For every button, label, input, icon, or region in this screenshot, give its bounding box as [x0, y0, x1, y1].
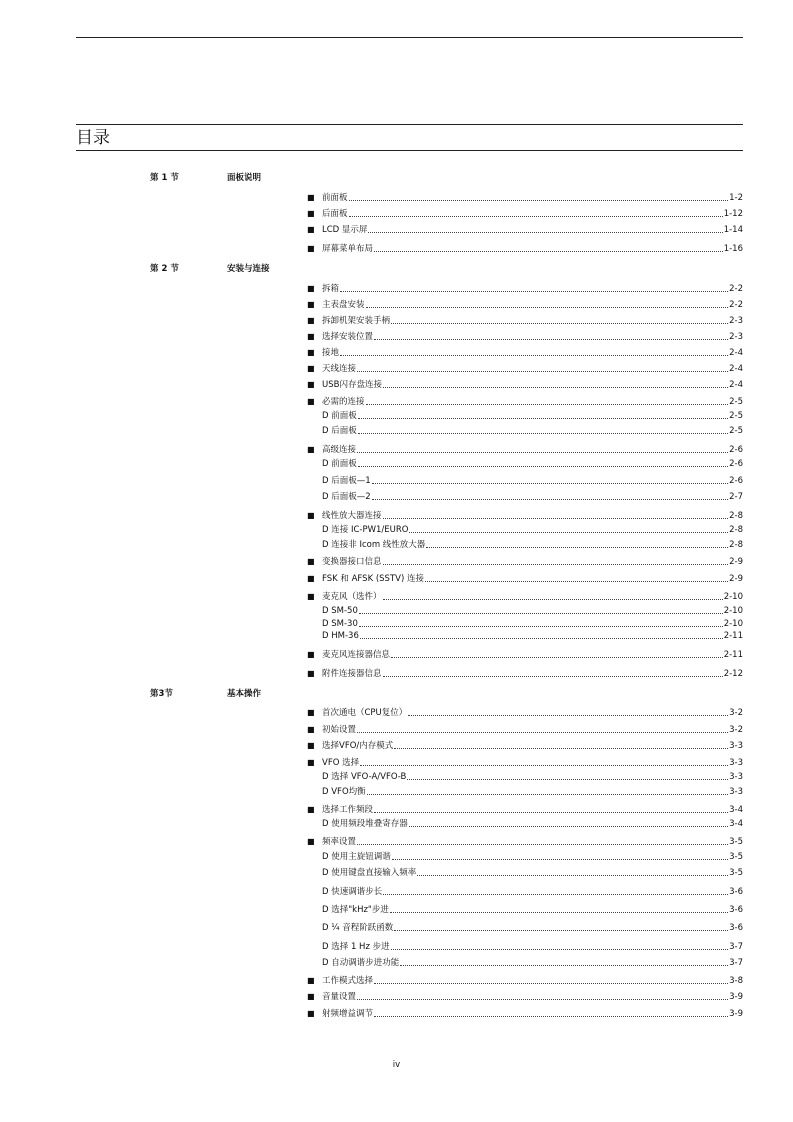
- toc-entry-label: D SM-50: [322, 606, 358, 616]
- bullet-icon: ■: [307, 511, 315, 520]
- toc-entry-label: 接地: [322, 348, 340, 358]
- toc-page-number: 3-6: [729, 923, 743, 933]
- toc-entry[interactable]: [307, 757, 743, 769]
- dot-leader: [407, 779, 728, 780]
- dot-leader: [383, 894, 728, 895]
- toc-page-number: 3-3: [729, 758, 743, 768]
- toc-entry-label: D 使用频段堆叠寄存器: [322, 819, 408, 829]
- toc-entry[interactable]: [307, 396, 743, 408]
- bullet-icon: ■: [307, 300, 315, 309]
- bullet-icon: ■: [307, 669, 315, 678]
- toc-entry-label: 天线连接: [322, 364, 357, 374]
- section-number: 第 2 节: [150, 264, 179, 274]
- dot-leader: [360, 638, 723, 639]
- toc-entry-label: D 使用键盘直接输入频率: [322, 868, 417, 878]
- toc-subentry[interactable]: [307, 539, 743, 551]
- dot-leader: [372, 499, 728, 500]
- dot-leader: [391, 657, 723, 658]
- dot-leader: [374, 1016, 728, 1017]
- toc-subentry[interactable]: [307, 630, 743, 642]
- toc-entry-label: D 选择 VFO-A/VFO-B: [322, 772, 407, 782]
- bullet-icon: ■: [307, 1009, 315, 1018]
- dot-leader: [358, 466, 728, 467]
- toc-page-number: 2-3: [729, 316, 743, 326]
- toc-entry[interactable]: [307, 243, 743, 255]
- bullet-icon: ■: [307, 380, 315, 389]
- toc-entry-label: 变换器接口信息: [322, 557, 382, 567]
- toc-page-number: 3-2: [729, 708, 743, 718]
- toc-page-number: 3-4: [729, 805, 743, 815]
- dot-leader: [368, 232, 722, 233]
- toc-page-number: 3-3: [729, 787, 743, 797]
- toc-entry[interactable]: [307, 299, 743, 311]
- dot-leader: [425, 581, 728, 582]
- toc-entry-label: 附件连接器信息: [322, 669, 382, 679]
- dot-leader: [360, 765, 728, 766]
- toc-subentry[interactable]: [307, 786, 743, 798]
- toc-entry-label: 选择VFO/内存模式: [322, 741, 394, 751]
- toc-entry[interactable]: [307, 804, 743, 816]
- bullet-icon: ■: [307, 725, 315, 734]
- toc-page-number: 3-6: [729, 905, 743, 915]
- section-number: 第3节: [150, 689, 173, 699]
- toc-entry-label: D 连接非 Icom 线性放大器: [322, 540, 426, 550]
- toc-page-number: 2-8: [729, 525, 743, 535]
- toc-entry[interactable]: [307, 668, 743, 680]
- bullet-icon: ■: [307, 209, 315, 218]
- toc-entry[interactable]: [307, 444, 743, 456]
- toc-page-number: 2-10: [723, 619, 743, 629]
- dot-leader: [383, 564, 729, 565]
- bullet-icon: ■: [307, 592, 315, 601]
- toc-page-number: 3-5: [729, 837, 743, 847]
- toc-entry-label: D ¼ 音程阶跃函数: [322, 923, 394, 933]
- toc-entry-label: LCD 显示屏: [322, 225, 368, 235]
- dot-leader: [340, 291, 728, 292]
- dot-leader: [391, 949, 728, 950]
- toc-page-number: 2-8: [729, 511, 743, 521]
- toc-entry[interactable]: [307, 591, 743, 603]
- dot-leader: [357, 844, 728, 845]
- dot-leader: [394, 930, 728, 931]
- dot-leader: [359, 613, 723, 614]
- dot-leader: [349, 216, 723, 217]
- toc-entry-label: 麦克风（选件）: [322, 592, 382, 602]
- toc-page-number: 1-14: [723, 225, 743, 235]
- toc-entry-label: D 后面板: [322, 426, 357, 436]
- dot-leader: [357, 999, 728, 1000]
- toc-page-number: 3-9: [729, 1009, 743, 1019]
- toc-page-number: 2-5: [729, 426, 743, 436]
- toc-page-number: 1-16: [723, 244, 743, 254]
- toc-page-number: 2-5: [729, 397, 743, 407]
- bullet-icon: ■: [307, 758, 315, 767]
- toc-entry-label: D VFO均衡: [322, 787, 366, 797]
- toc-entry-label: 麦克风连接器信息: [322, 650, 391, 660]
- toc-page-number: 3-6: [729, 887, 743, 897]
- toc-page-number: 2-3: [729, 332, 743, 342]
- dot-leader: [409, 826, 728, 827]
- bullet-icon: ■: [307, 364, 315, 373]
- dot-leader: [426, 547, 728, 548]
- toc-entry[interactable]: [307, 740, 743, 752]
- toc-page-number: 2-6: [729, 476, 743, 486]
- toc-entry-label: 屏幕菜单布局: [322, 244, 374, 254]
- dot-leader: [390, 912, 728, 913]
- toc-page-number: 2-10: [723, 606, 743, 616]
- bullet-icon: ■: [307, 332, 315, 341]
- toc-entry-label: 选择安装位置: [322, 332, 374, 342]
- toc-entry[interactable]: [307, 331, 743, 343]
- toc-subentry[interactable]: [307, 458, 743, 470]
- toc-entry-label: VFO 选择: [322, 758, 360, 768]
- dot-leader: [367, 794, 728, 795]
- toc-page-number: 2-12: [723, 669, 743, 679]
- bullet-icon: ■: [307, 193, 315, 202]
- bullet-icon: ■: [307, 397, 315, 406]
- toc-subentry[interactable]: [307, 524, 743, 536]
- toc-entry[interactable]: [307, 510, 743, 522]
- dot-leader: [349, 200, 729, 201]
- toc-page-number: 3-8: [729, 976, 743, 986]
- dot-leader: [374, 812, 728, 813]
- toc-entry-label: 前面板: [322, 193, 348, 203]
- toc-entry-label: D 前面板: [322, 411, 357, 421]
- toc-entry-label: D 后面板—1: [322, 476, 371, 486]
- toc-subentry[interactable]: [307, 941, 743, 953]
- toc-entry-label: 初始设置: [322, 725, 357, 735]
- dot-leader: [357, 732, 728, 733]
- toc-entry-label: 高级连接: [322, 445, 357, 455]
- toc-page-number: 2-5: [729, 411, 743, 421]
- toc-entry-label: USB闪存盘连接: [322, 380, 382, 390]
- title-rule-upper: [76, 124, 743, 125]
- toc-entry[interactable]: [307, 573, 743, 585]
- toc-page-number: 2-9: [729, 557, 743, 567]
- dot-leader: [417, 875, 728, 876]
- toc-entry[interactable]: [307, 379, 743, 391]
- toc-page-number: 2-9: [729, 574, 743, 584]
- toc-page-number: 2-6: [729, 459, 743, 469]
- toc-entry[interactable]: [307, 224, 743, 236]
- toc-entry-label: 拆卸机架安装手柄: [322, 316, 391, 326]
- bullet-icon: ■: [307, 708, 315, 717]
- toc-subentry[interactable]: [307, 904, 743, 916]
- toc-entry-label: 后面板: [322, 209, 348, 219]
- toc-page-number: 3-3: [729, 741, 743, 751]
- dot-leader: [383, 518, 729, 519]
- bullet-icon: ■: [307, 244, 315, 253]
- toc-entry[interactable]: [307, 315, 743, 327]
- toc-entry-label: FSK 和 AFSK (SSTV) 连接: [322, 574, 424, 584]
- toc-page-number: 3-7: [729, 958, 743, 968]
- toc-entry[interactable]: [307, 556, 743, 568]
- toc-subentry[interactable]: [307, 771, 743, 783]
- toc-page-number: 3-5: [729, 852, 743, 862]
- dot-leader: [383, 676, 723, 677]
- bullet-icon: ■: [307, 574, 315, 583]
- dot-leader: [340, 355, 728, 356]
- toc-page-number: 1-2: [729, 193, 743, 203]
- toc-page-number: 2-8: [729, 540, 743, 550]
- toc-entry[interactable]: [307, 208, 743, 220]
- dot-leader: [400, 965, 728, 966]
- toc-subentry[interactable]: [307, 491, 743, 503]
- toc-page-number: 3-2: [729, 725, 743, 735]
- toc-entry[interactable]: [307, 836, 743, 848]
- dot-leader: [392, 859, 728, 860]
- bullet-icon: ■: [307, 741, 315, 750]
- toc-page-number: 2-4: [729, 364, 743, 374]
- bullet-icon: ■: [307, 284, 315, 293]
- bullet-icon: ■: [307, 837, 315, 846]
- dot-leader: [374, 251, 723, 252]
- toc-page-number: 2-2: [729, 284, 743, 294]
- bullet-icon: ■: [307, 316, 315, 325]
- toc-entry[interactable]: [307, 283, 743, 295]
- toc-subentry[interactable]: [307, 475, 743, 487]
- toc-entry-label: 拆箱: [322, 284, 340, 294]
- title-rule-lower: [76, 150, 743, 151]
- dot-leader: [383, 387, 728, 388]
- toc-page-number: 2-7: [729, 492, 743, 502]
- toc-page-number: 3-5: [729, 868, 743, 878]
- section-number: 第 1 节: [150, 173, 179, 183]
- toc-entry-label: D 使用主旋钮调谐: [322, 852, 391, 862]
- toc-page-number: 2-6: [729, 445, 743, 455]
- dot-leader: [374, 339, 728, 340]
- dot-leader: [357, 371, 728, 372]
- dot-leader: [357, 452, 728, 453]
- toc-entry[interactable]: [307, 724, 743, 736]
- toc-subentry[interactable]: [307, 867, 743, 879]
- toc-page-number: 2-11: [723, 650, 743, 660]
- toc-subentry[interactable]: [307, 618, 743, 630]
- toc-entry-label: 频率设置: [322, 837, 357, 847]
- toc-entry[interactable]: [307, 192, 743, 204]
- dot-leader: [391, 323, 728, 324]
- toc-entry-label: D 连接 IC-PW1/EURO: [322, 525, 409, 535]
- toc-entry[interactable]: [307, 975, 743, 987]
- toc-entry-label: D SM-30: [322, 619, 358, 629]
- toc-entry-label: D 后面板—2: [322, 492, 371, 502]
- toc-subentry[interactable]: [307, 851, 743, 863]
- toc-entry-label: D 前面板: [322, 459, 357, 469]
- page-title: 目录: [76, 128, 110, 148]
- toc-page-number: 2-4: [729, 380, 743, 390]
- toc-page-number: 2-2: [729, 300, 743, 310]
- dot-leader: [359, 626, 723, 627]
- bullet-icon: ■: [307, 445, 315, 454]
- toc-subentry[interactable]: [307, 425, 743, 437]
- toc-entry-label: 选择工作频段: [322, 805, 374, 815]
- toc-page-number: 1-12: [723, 209, 743, 219]
- toc-entry[interactable]: [307, 707, 743, 719]
- toc-entry-label: 射频增益调节: [322, 1009, 374, 1019]
- toc-subentry[interactable]: [307, 818, 743, 830]
- dot-leader: [366, 404, 729, 405]
- bullet-icon: ■: [307, 805, 315, 814]
- toc-entry[interactable]: [307, 649, 743, 661]
- toc-entry[interactable]: [307, 363, 743, 375]
- toc-page-number: 2-4: [729, 348, 743, 358]
- dot-leader: [358, 433, 728, 434]
- toc-page-number: 2-11: [723, 631, 743, 641]
- toc-page-number: 3-7: [729, 942, 743, 952]
- toc-entry-label: 首次通电（CPU复位）: [322, 708, 408, 718]
- toc-entry[interactable]: [307, 1008, 743, 1020]
- section-title: 安装与连接: [227, 264, 270, 274]
- toc-subentry[interactable]: [307, 410, 743, 422]
- section-title: 面板说明: [227, 173, 262, 183]
- toc-entry-label: D 选择"kHz"步进: [322, 905, 389, 915]
- page-number: iv: [392, 1060, 401, 1070]
- toc-subentry[interactable]: [307, 605, 743, 617]
- dot-leader: [394, 748, 728, 749]
- toc-entry[interactable]: [307, 347, 743, 359]
- bullet-icon: ■: [307, 976, 315, 985]
- dot-leader: [358, 418, 728, 419]
- toc-entry-label: D HM-36: [322, 631, 359, 641]
- toc-entry-label: 线性放大器连接: [322, 511, 382, 521]
- dot-leader: [409, 532, 728, 533]
- dot-leader: [374, 983, 728, 984]
- toc-subentry[interactable]: [307, 886, 743, 898]
- toc-entry-label: D 快速调谐步长: [322, 887, 383, 897]
- toc-entry[interactable]: [307, 991, 743, 1003]
- toc-subentry[interactable]: [307, 957, 743, 969]
- bullet-icon: ■: [307, 992, 315, 1001]
- bullet-icon: ■: [307, 348, 315, 357]
- toc-entry-label: D 自动调谐步进功能: [322, 958, 400, 968]
- dot-leader: [366, 307, 729, 308]
- bullet-icon: ■: [307, 225, 315, 234]
- dot-leader: [408, 715, 728, 716]
- top-rule: [76, 37, 743, 38]
- toc-entry-label: D 选择 1 Hz 步进: [322, 942, 390, 952]
- toc-page-number: 3-4: [729, 819, 743, 829]
- toc-page-number: 2-10: [723, 592, 743, 602]
- toc-entry-label: 必需的连接: [322, 397, 365, 407]
- toc-entry-label: 工作模式选择: [322, 976, 374, 986]
- dot-leader: [372, 483, 728, 484]
- toc-page-number: 3-9: [729, 992, 743, 1002]
- toc-entry-label: 音量设置: [322, 992, 357, 1002]
- toc-subentry[interactable]: [307, 922, 743, 934]
- toc-page-number: 3-3: [729, 772, 743, 782]
- toc-entry-label: 主表盘安装: [322, 300, 365, 310]
- dot-leader: [383, 599, 723, 600]
- section-title: 基本操作: [227, 689, 262, 699]
- bullet-icon: ■: [307, 650, 315, 659]
- bullet-icon: ■: [307, 557, 315, 566]
